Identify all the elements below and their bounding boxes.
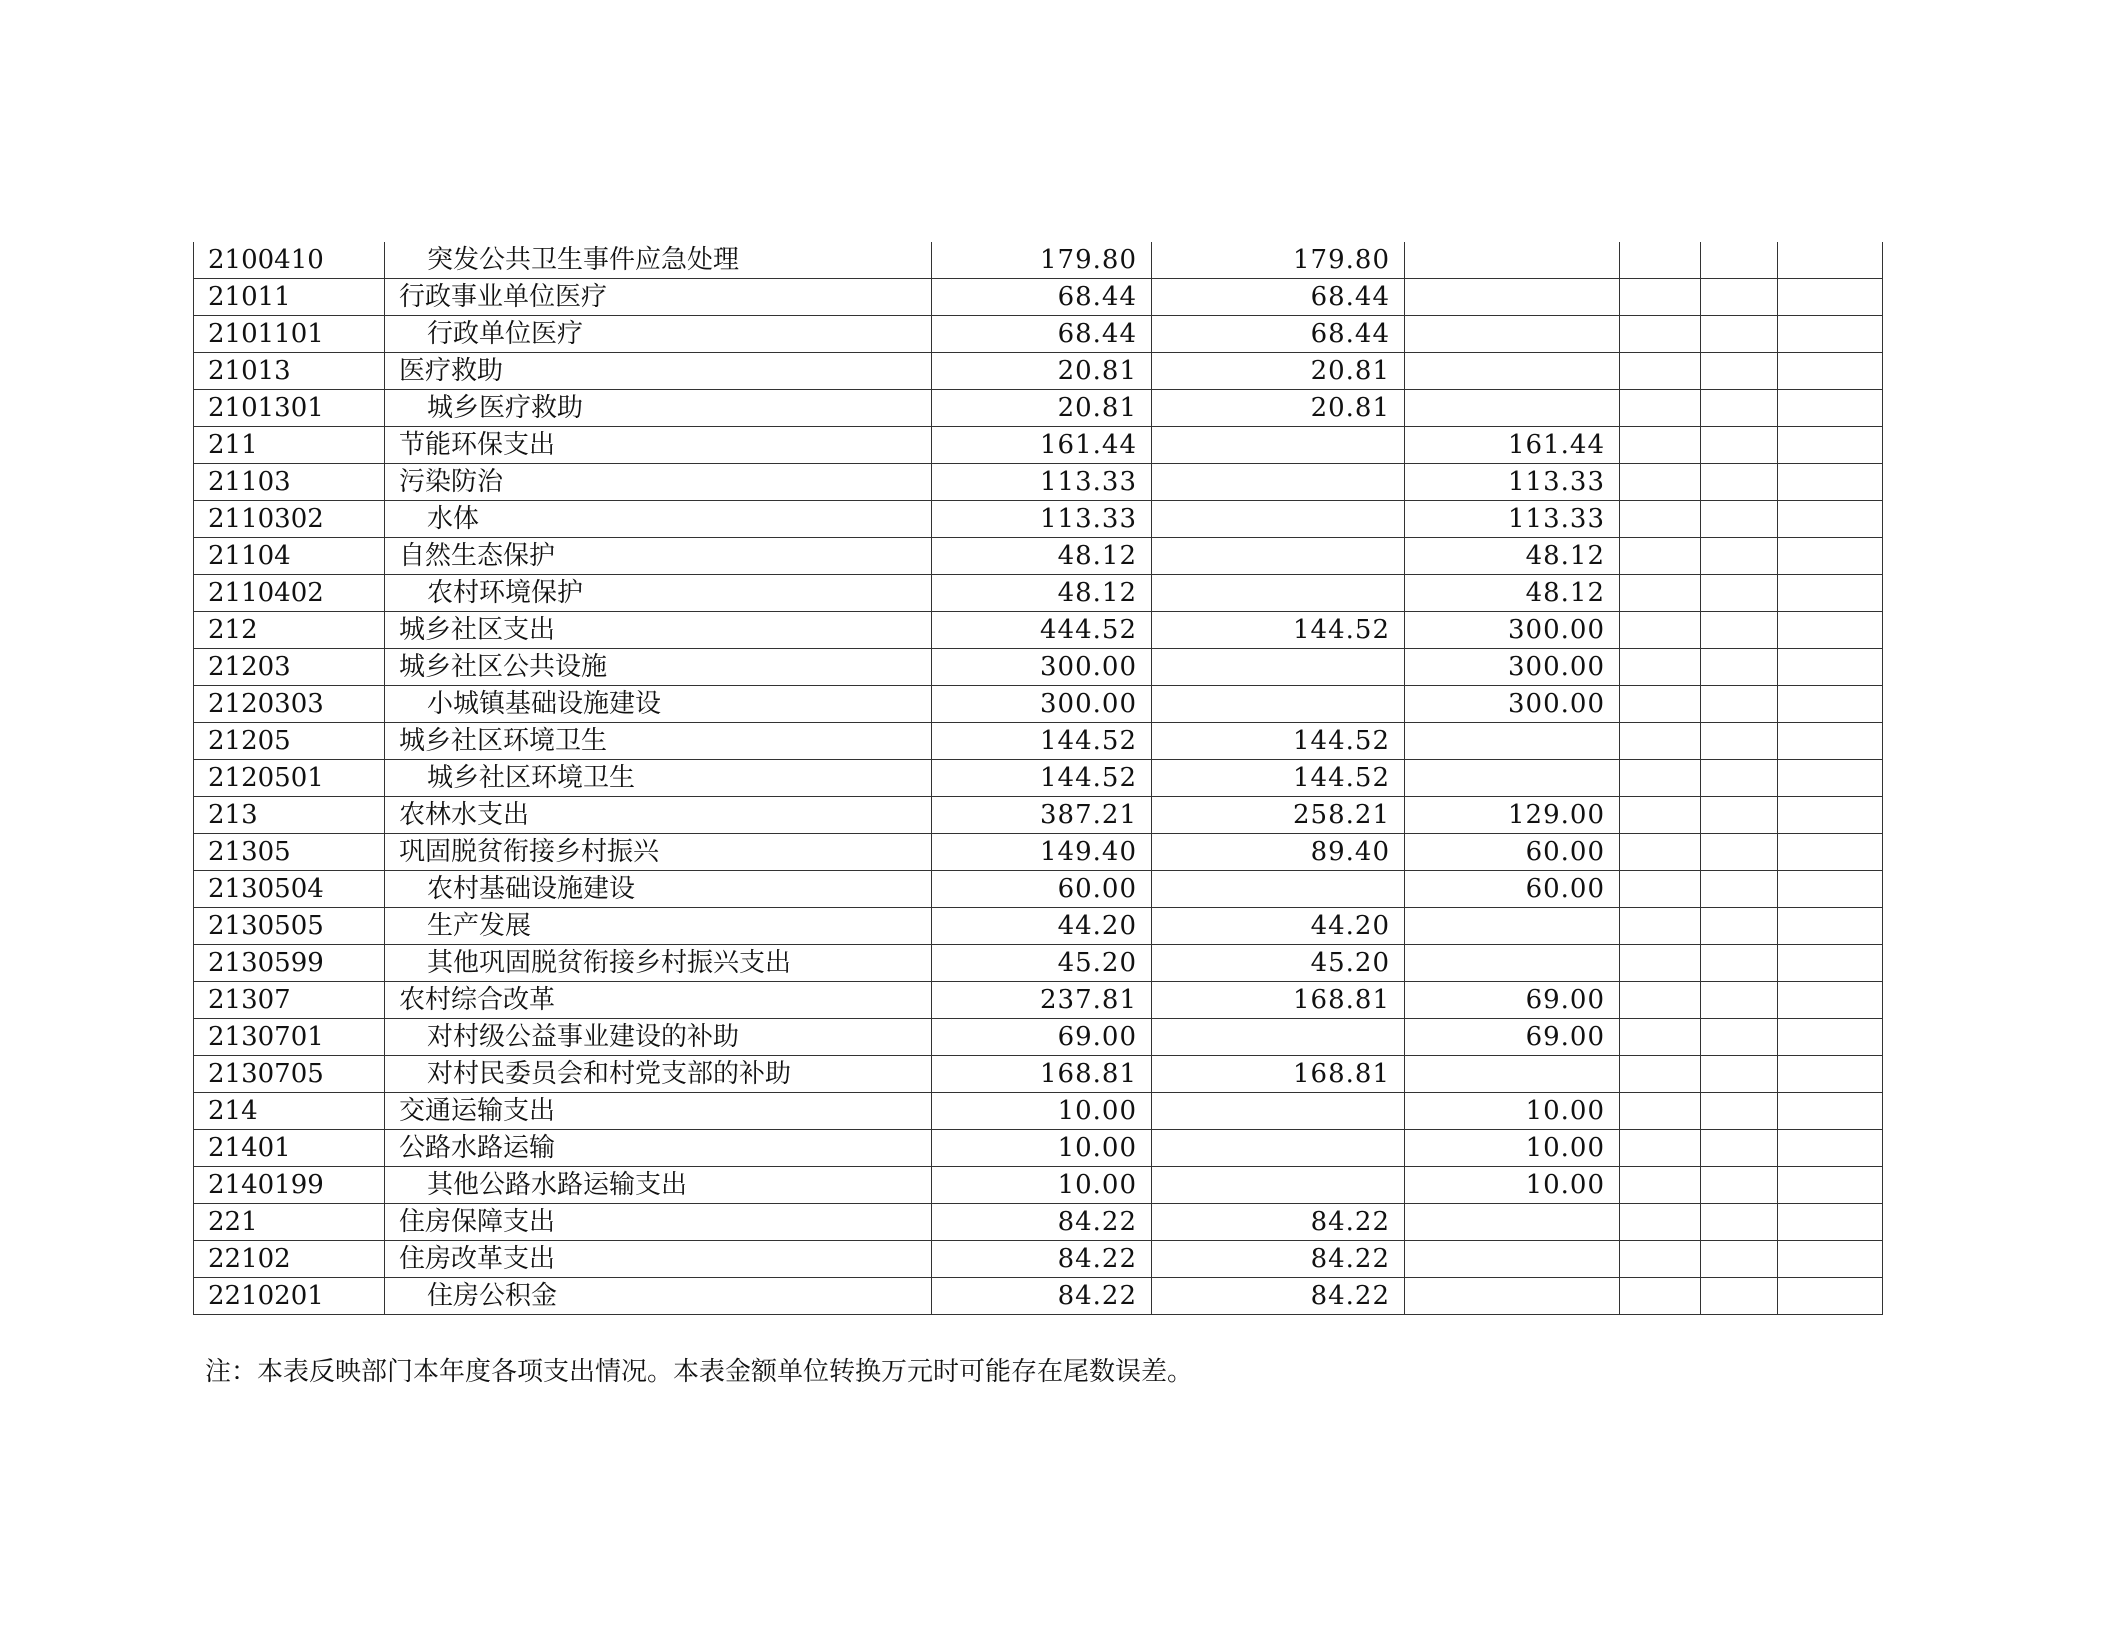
empty-cell	[1620, 945, 1701, 982]
total-amount-cell: 387.21	[932, 797, 1152, 834]
subject-code-cell: 2130505	[194, 908, 385, 945]
basic-expenditure-cell: 84.22	[1152, 1241, 1405, 1278]
subject-name-cell: 城乡社区环境卫生	[385, 760, 932, 797]
subject-code-cell: 212	[194, 612, 385, 649]
empty-cell	[1778, 945, 1883, 982]
total-amount-cell: 84.22	[932, 1241, 1152, 1278]
empty-cell	[1620, 501, 1701, 538]
empty-cell	[1620, 1130, 1701, 1167]
subject-code-cell: 2130504	[194, 871, 385, 908]
total-amount-cell: 113.33	[932, 464, 1152, 501]
empty-cell	[1701, 1278, 1778, 1315]
table-row	[194, 797, 1883, 834]
project-expenditure-cell: 10.00	[1405, 1167, 1620, 1204]
subject-code-cell: 21203	[194, 649, 385, 686]
project-expenditure-cell	[1405, 945, 1620, 982]
subject-name-cell: 城乡社区公共设施	[385, 649, 932, 686]
basic-expenditure-cell: 179.80	[1152, 242, 1405, 279]
table-row	[194, 982, 1883, 1019]
project-expenditure-cell	[1405, 1204, 1620, 1241]
empty-cell	[1701, 760, 1778, 797]
empty-cell	[1778, 908, 1883, 945]
total-amount-cell: 20.81	[932, 353, 1152, 390]
subject-name-cell: 污染防治	[385, 464, 932, 501]
project-expenditure-cell	[1405, 1278, 1620, 1315]
total-amount-cell: 161.44	[932, 427, 1152, 464]
subject-code-cell: 221	[194, 1204, 385, 1241]
basic-expenditure-cell	[1152, 575, 1405, 612]
empty-cell	[1778, 464, 1883, 501]
empty-cell	[1778, 353, 1883, 390]
empty-cell	[1620, 390, 1701, 427]
subject-name-cell: 城乡社区环境卫生	[385, 723, 932, 760]
empty-cell	[1701, 316, 1778, 353]
total-amount-cell: 10.00	[932, 1130, 1152, 1167]
subject-name-cell: 对村民委员会和村党支部的补助	[385, 1056, 932, 1093]
empty-cell	[1701, 390, 1778, 427]
project-expenditure-cell: 10.00	[1405, 1093, 1620, 1130]
basic-expenditure-cell: 45.20	[1152, 945, 1405, 982]
table-row	[194, 834, 1883, 871]
subject-name-cell: 农村环境保护	[385, 575, 932, 612]
project-expenditure-cell	[1405, 242, 1620, 279]
table-body	[194, 242, 1883, 1315]
empty-cell	[1701, 908, 1778, 945]
table-row	[194, 612, 1883, 649]
table-row	[194, 1204, 1883, 1241]
empty-cell	[1701, 945, 1778, 982]
table-row	[194, 538, 1883, 575]
subject-code-cell: 211	[194, 427, 385, 464]
project-expenditure-cell: 300.00	[1405, 649, 1620, 686]
empty-cell	[1620, 760, 1701, 797]
empty-cell	[1701, 1056, 1778, 1093]
table-row	[194, 390, 1883, 427]
basic-expenditure-cell	[1152, 464, 1405, 501]
basic-expenditure-cell: 68.44	[1152, 279, 1405, 316]
basic-expenditure-cell	[1152, 1130, 1405, 1167]
subject-code-cell: 2210201	[194, 1278, 385, 1315]
table-row	[194, 501, 1883, 538]
table-row	[194, 575, 1883, 612]
project-expenditure-cell	[1405, 1056, 1620, 1093]
subject-code-cell: 22102	[194, 1241, 385, 1278]
empty-cell	[1778, 612, 1883, 649]
subject-code-cell: 2100410	[194, 242, 385, 279]
total-amount-cell: 144.52	[932, 760, 1152, 797]
table-row	[194, 723, 1883, 760]
empty-cell	[1778, 760, 1883, 797]
empty-cell	[1778, 871, 1883, 908]
basic-expenditure-cell	[1152, 1167, 1405, 1204]
project-expenditure-cell: 113.33	[1405, 501, 1620, 538]
subject-code-cell: 2130701	[194, 1019, 385, 1056]
empty-cell	[1701, 1130, 1778, 1167]
empty-cell	[1701, 1241, 1778, 1278]
empty-cell	[1778, 575, 1883, 612]
total-amount-cell: 444.52	[932, 612, 1152, 649]
table-row	[194, 1278, 1883, 1315]
total-amount-cell: 144.52	[932, 723, 1152, 760]
subject-name-cell: 自然生态保护	[385, 538, 932, 575]
table-row	[194, 1019, 1883, 1056]
empty-cell	[1620, 908, 1701, 945]
basic-expenditure-cell	[1152, 649, 1405, 686]
total-amount-cell: 20.81	[932, 390, 1152, 427]
empty-cell	[1620, 353, 1701, 390]
basic-expenditure-cell: 144.52	[1152, 723, 1405, 760]
empty-cell	[1778, 1019, 1883, 1056]
subject-code-cell: 21401	[194, 1130, 385, 1167]
empty-cell	[1620, 1167, 1701, 1204]
basic-expenditure-cell: 20.81	[1152, 390, 1405, 427]
empty-cell	[1620, 538, 1701, 575]
subject-name-cell: 突发公共卫生事件应急处理	[385, 242, 932, 279]
subject-code-cell: 2101101	[194, 316, 385, 353]
subject-name-cell: 住房公积金	[385, 1278, 932, 1315]
project-expenditure-cell	[1405, 353, 1620, 390]
empty-cell	[1701, 982, 1778, 1019]
basic-expenditure-cell: 44.20	[1152, 908, 1405, 945]
empty-cell	[1701, 353, 1778, 390]
empty-cell	[1701, 612, 1778, 649]
basic-expenditure-cell: 89.40	[1152, 834, 1405, 871]
subject-name-cell: 生产发展	[385, 908, 932, 945]
total-amount-cell: 179.80	[932, 242, 1152, 279]
subject-code-cell: 21104	[194, 538, 385, 575]
empty-cell	[1620, 1278, 1701, 1315]
total-amount-cell: 237.81	[932, 982, 1152, 1019]
empty-cell	[1778, 686, 1883, 723]
subject-code-cell: 2110302	[194, 501, 385, 538]
project-expenditure-cell: 69.00	[1405, 1019, 1620, 1056]
subject-code-cell: 21307	[194, 982, 385, 1019]
empty-cell	[1778, 1167, 1883, 1204]
basic-expenditure-cell: 168.81	[1152, 982, 1405, 1019]
table-footnote: 注：本表反映部门本年度各项支出情况。本表金额单位转换万元时可能存在尾数误差。	[205, 1357, 1194, 1387]
empty-cell	[1620, 649, 1701, 686]
subject-code-cell: 2130599	[194, 945, 385, 982]
empty-cell	[1620, 427, 1701, 464]
total-amount-cell: 48.12	[932, 575, 1152, 612]
total-amount-cell: 68.44	[932, 316, 1152, 353]
empty-cell	[1701, 1019, 1778, 1056]
empty-cell	[1778, 1056, 1883, 1093]
subject-name-cell: 医疗救助	[385, 353, 932, 390]
project-expenditure-cell: 129.00	[1405, 797, 1620, 834]
subject-name-cell: 对村级公益事业建设的补助	[385, 1019, 932, 1056]
empty-cell	[1778, 316, 1883, 353]
empty-cell	[1701, 575, 1778, 612]
subject-name-cell: 农村基础设施建设	[385, 871, 932, 908]
empty-cell	[1620, 723, 1701, 760]
empty-cell	[1701, 649, 1778, 686]
subject-code-cell: 2101301	[194, 390, 385, 427]
empty-cell	[1778, 1204, 1883, 1241]
project-expenditure-cell: 48.12	[1405, 538, 1620, 575]
empty-cell	[1701, 464, 1778, 501]
project-expenditure-cell	[1405, 760, 1620, 797]
table-row	[194, 279, 1883, 316]
subject-code-cell: 213	[194, 797, 385, 834]
table-row	[194, 686, 1883, 723]
subject-code-cell: 2120501	[194, 760, 385, 797]
empty-cell	[1778, 538, 1883, 575]
empty-cell	[1620, 797, 1701, 834]
empty-cell	[1620, 242, 1701, 279]
basic-expenditure-cell	[1152, 1019, 1405, 1056]
total-amount-cell: 300.00	[932, 649, 1152, 686]
subject-name-cell: 其他巩固脱贫衔接乡村振兴支出	[385, 945, 932, 982]
subject-name-cell: 节能环保支出	[385, 427, 932, 464]
subject-name-cell: 行政单位医疗	[385, 316, 932, 353]
empty-cell	[1778, 834, 1883, 871]
basic-expenditure-cell: 144.52	[1152, 760, 1405, 797]
project-expenditure-cell: 48.12	[1405, 575, 1620, 612]
empty-cell	[1620, 1204, 1701, 1241]
empty-cell	[1701, 279, 1778, 316]
subject-code-cell: 21011	[194, 279, 385, 316]
empty-cell	[1620, 1093, 1701, 1130]
subject-code-cell: 214	[194, 1093, 385, 1130]
empty-cell	[1701, 1093, 1778, 1130]
total-amount-cell: 84.22	[932, 1278, 1152, 1315]
table-row	[194, 1241, 1883, 1278]
empty-cell	[1620, 871, 1701, 908]
total-amount-cell: 168.81	[932, 1056, 1152, 1093]
basic-expenditure-cell: 144.52	[1152, 612, 1405, 649]
basic-expenditure-cell: 84.22	[1152, 1204, 1405, 1241]
subject-code-cell: 21205	[194, 723, 385, 760]
table-row	[194, 945, 1883, 982]
total-amount-cell: 300.00	[932, 686, 1152, 723]
empty-cell	[1701, 834, 1778, 871]
subject-name-cell: 其他公路水路运输支出	[385, 1167, 932, 1204]
table-row	[194, 316, 1883, 353]
subject-name-cell: 巩固脱贫衔接乡村振兴	[385, 834, 932, 871]
empty-cell	[1701, 1204, 1778, 1241]
empty-cell	[1620, 612, 1701, 649]
subject-code-cell: 21103	[194, 464, 385, 501]
total-amount-cell: 68.44	[932, 279, 1152, 316]
subject-name-cell: 交通运输支出	[385, 1093, 932, 1130]
total-amount-cell: 84.22	[932, 1204, 1152, 1241]
total-amount-cell: 149.40	[932, 834, 1152, 871]
empty-cell	[1778, 1093, 1883, 1130]
empty-cell	[1620, 686, 1701, 723]
basic-expenditure-cell	[1152, 871, 1405, 908]
empty-cell	[1778, 649, 1883, 686]
total-amount-cell: 44.20	[932, 908, 1152, 945]
empty-cell	[1620, 1019, 1701, 1056]
empty-cell	[1701, 538, 1778, 575]
empty-cell	[1778, 427, 1883, 464]
table-row	[194, 464, 1883, 501]
empty-cell	[1620, 575, 1701, 612]
subject-name-cell: 城乡医疗救助	[385, 390, 932, 427]
table-row	[194, 1093, 1883, 1130]
table-row	[194, 242, 1883, 279]
basic-expenditure-cell	[1152, 501, 1405, 538]
project-expenditure-cell: 300.00	[1405, 612, 1620, 649]
subject-code-cell: 21013	[194, 353, 385, 390]
table-row	[194, 649, 1883, 686]
basic-expenditure-cell	[1152, 427, 1405, 464]
total-amount-cell: 113.33	[932, 501, 1152, 538]
total-amount-cell: 10.00	[932, 1093, 1152, 1130]
empty-cell	[1701, 723, 1778, 760]
empty-cell	[1620, 1056, 1701, 1093]
empty-cell	[1620, 834, 1701, 871]
empty-cell	[1778, 1278, 1883, 1315]
empty-cell	[1701, 427, 1778, 464]
table-row	[194, 1167, 1883, 1204]
project-expenditure-cell	[1405, 316, 1620, 353]
subject-name-cell: 农村综合改革	[385, 982, 932, 1019]
project-expenditure-cell: 113.33	[1405, 464, 1620, 501]
empty-cell	[1620, 982, 1701, 1019]
subject-name-cell: 水体	[385, 501, 932, 538]
subject-code-cell: 2120303	[194, 686, 385, 723]
subject-name-cell: 农林水支出	[385, 797, 932, 834]
total-amount-cell: 69.00	[932, 1019, 1152, 1056]
empty-cell	[1778, 279, 1883, 316]
basic-expenditure-cell: 20.81	[1152, 353, 1405, 390]
empty-cell	[1701, 1167, 1778, 1204]
subject-code-cell: 2140199	[194, 1167, 385, 1204]
subject-name-cell: 公路水路运输	[385, 1130, 932, 1167]
basic-expenditure-cell	[1152, 1093, 1405, 1130]
table-row	[194, 353, 1883, 390]
empty-cell	[1778, 723, 1883, 760]
project-expenditure-cell: 161.44	[1405, 427, 1620, 464]
empty-cell	[1701, 686, 1778, 723]
subject-name-cell: 住房改革支出	[385, 1241, 932, 1278]
subject-code-cell: 21305	[194, 834, 385, 871]
table-row	[194, 1130, 1883, 1167]
project-expenditure-cell: 300.00	[1405, 686, 1620, 723]
total-amount-cell: 48.12	[932, 538, 1152, 575]
table-row	[194, 1056, 1883, 1093]
table-row	[194, 908, 1883, 945]
project-expenditure-cell: 60.00	[1405, 871, 1620, 908]
subject-name-cell: 行政事业单位医疗	[385, 279, 932, 316]
total-amount-cell: 45.20	[932, 945, 1152, 982]
empty-cell	[1778, 242, 1883, 279]
project-expenditure-cell	[1405, 723, 1620, 760]
basic-expenditure-cell: 68.44	[1152, 316, 1405, 353]
subject-name-cell: 小城镇基础设施建设	[385, 686, 932, 723]
project-expenditure-cell	[1405, 390, 1620, 427]
empty-cell	[1778, 797, 1883, 834]
empty-cell	[1620, 1241, 1701, 1278]
empty-cell	[1620, 279, 1701, 316]
project-expenditure-cell: 69.00	[1405, 982, 1620, 1019]
basic-expenditure-cell: 168.81	[1152, 1056, 1405, 1093]
basic-expenditure-cell: 84.22	[1152, 1278, 1405, 1315]
empty-cell	[1701, 242, 1778, 279]
empty-cell	[1778, 982, 1883, 1019]
subject-code-cell: 2130705	[194, 1056, 385, 1093]
empty-cell	[1701, 797, 1778, 834]
total-amount-cell: 10.00	[932, 1167, 1152, 1204]
subject-name-cell: 城乡社区支出	[385, 612, 932, 649]
empty-cell	[1778, 501, 1883, 538]
table-row	[194, 871, 1883, 908]
expenditure-table	[193, 242, 1883, 1315]
empty-cell	[1620, 316, 1701, 353]
basic-expenditure-cell	[1152, 538, 1405, 575]
empty-cell	[1701, 871, 1778, 908]
empty-cell	[1778, 1241, 1883, 1278]
empty-cell	[1620, 464, 1701, 501]
subject-code-cell: 2110402	[194, 575, 385, 612]
basic-expenditure-cell	[1152, 686, 1405, 723]
table-row	[194, 760, 1883, 797]
empty-cell	[1778, 1130, 1883, 1167]
total-amount-cell: 60.00	[932, 871, 1152, 908]
basic-expenditure-cell: 258.21	[1152, 797, 1405, 834]
subject-name-cell: 住房保障支出	[385, 1204, 932, 1241]
project-expenditure-cell	[1405, 908, 1620, 945]
empty-cell	[1778, 390, 1883, 427]
project-expenditure-cell	[1405, 279, 1620, 316]
empty-cell	[1701, 501, 1778, 538]
table-row	[194, 427, 1883, 464]
project-expenditure-cell: 10.00	[1405, 1130, 1620, 1167]
project-expenditure-cell: 60.00	[1405, 834, 1620, 871]
project-expenditure-cell	[1405, 1241, 1620, 1278]
